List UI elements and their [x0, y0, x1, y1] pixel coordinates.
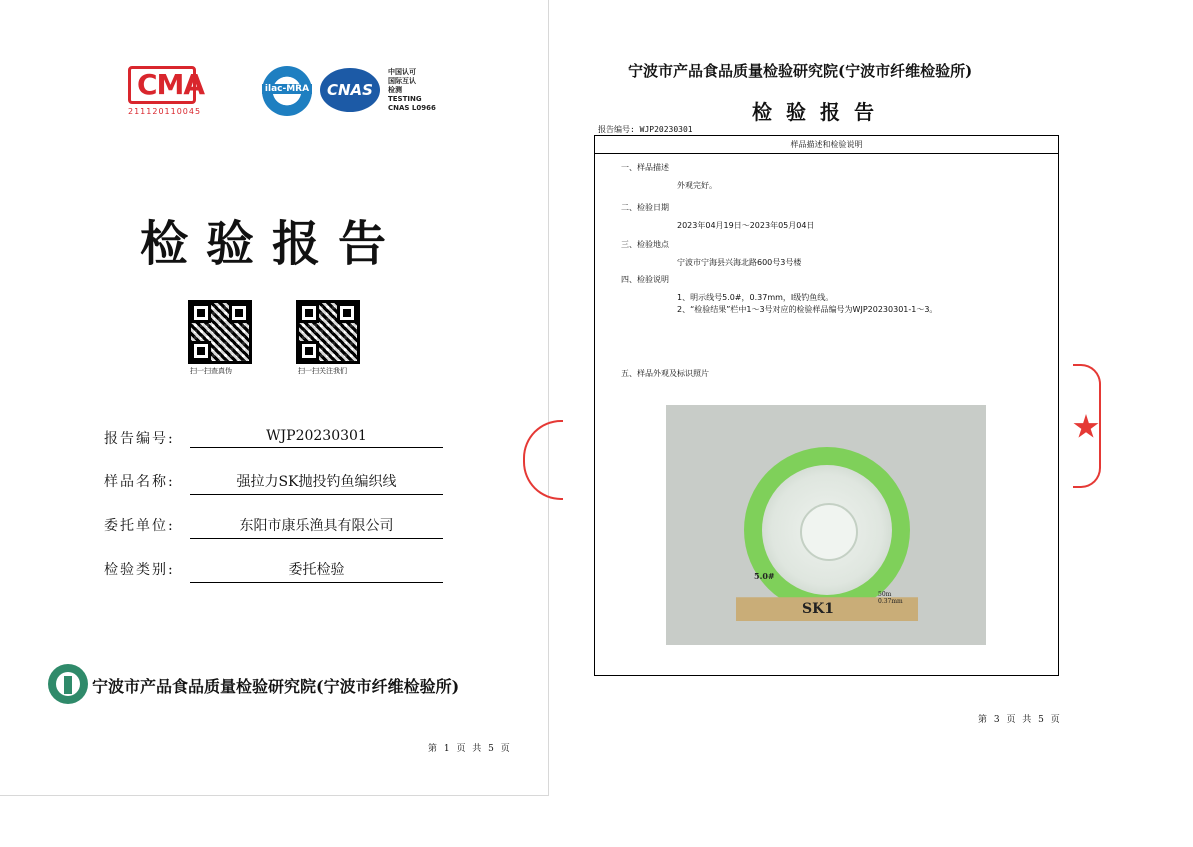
field-label: 委托单位: [104, 518, 175, 534]
cma-logo [128, 66, 205, 116]
report-number-value: WJP20230301 [190, 428, 443, 448]
section-heading: 三、检验地点 [621, 240, 669, 249]
cnas-line: TESTING [388, 95, 422, 103]
section-line: 外观完好。 [677, 181, 717, 190]
section-heading: 一、样品描述 [621, 163, 669, 172]
section-line: 2023年04月19日～2023年05月04日 [677, 221, 815, 230]
sample-photo [666, 405, 986, 645]
cnas-line: 检测 [388, 86, 402, 94]
section-heading: 五、样品外观及标识照片 [621, 369, 709, 378]
qr-code-verify[interactable] [188, 300, 252, 364]
cnas-line: CNAS L0966 [388, 104, 436, 112]
report-cover-page [0, 0, 549, 796]
cnas-line: 中国认可 [388, 68, 416, 76]
cnas-logo [320, 68, 380, 112]
fishing-line-reel [744, 447, 910, 613]
line-spec: 5.0# [754, 571, 775, 581]
section-line: 宁波市宁海县兴海北路600号3号楼 [677, 258, 802, 267]
field-label: 检验类别: [104, 562, 175, 578]
page-number-right: 第 3 页 共 5 页 [978, 715, 1062, 725]
section-heading: 二、检验日期 [621, 203, 669, 212]
cnas-text: CNAS [327, 81, 373, 99]
client-value: 东阳市康乐渔具有限公司 [190, 515, 443, 539]
qr-code-icon [188, 300, 252, 364]
cnas-side-text [388, 68, 436, 113]
inspection-type-value: 委托检验 [190, 559, 443, 583]
report-number: 报告编号: WJP20230301 [598, 125, 693, 134]
page-number: 第 1 页 共 5 页 [428, 744, 512, 754]
cover-title: 检验报告 [140, 216, 405, 272]
box-header: 样品描述和检验说明 [595, 136, 1058, 154]
line-length-text: 50m [878, 591, 892, 598]
institute-header: 宁波市产品食品质量检验研究院(宁波市纤维检验所) [628, 62, 973, 80]
institute-logo-icon [48, 664, 88, 704]
qr-caption-follow: 扫一扫关注我们 [298, 367, 347, 375]
cma-number: 211120110045 [128, 107, 202, 116]
brand-label: SK1 [802, 601, 835, 617]
ilac-mra-logo [262, 66, 312, 116]
section-line: 1、明示线号5.0#，0.37mm，I级钓鱼线。 [677, 293, 834, 302]
sample-name-value: 强拉力SK抛投钓鱼编织线 [190, 471, 443, 495]
institute-name: 宁波市产品食品质量检验研究院(宁波市纤维检验所) [92, 677, 460, 696]
report-title: 检验报告 [752, 100, 888, 124]
ilac-mra-text: ilac-MRA [262, 84, 312, 94]
line-length [878, 591, 903, 605]
cma-mark: CMA [128, 66, 196, 104]
section-line: 2、“检验结果”栏中1～3号对应的检验样品编号为WJP20230301-1～3。 [677, 305, 938, 314]
field-label: 样品名称: [104, 474, 175, 490]
qr-caption-verify: 扫一扫查真伪 [190, 367, 232, 375]
qr-code-follow[interactable] [296, 300, 360, 364]
qr-code-icon [296, 300, 360, 364]
field-label: 报告编号: [104, 431, 175, 447]
cnas-line: 国际互认 [388, 77, 416, 85]
line-diameter-text: 0.37mm [878, 598, 903, 605]
section-heading: 四、检验说明 [621, 275, 669, 284]
